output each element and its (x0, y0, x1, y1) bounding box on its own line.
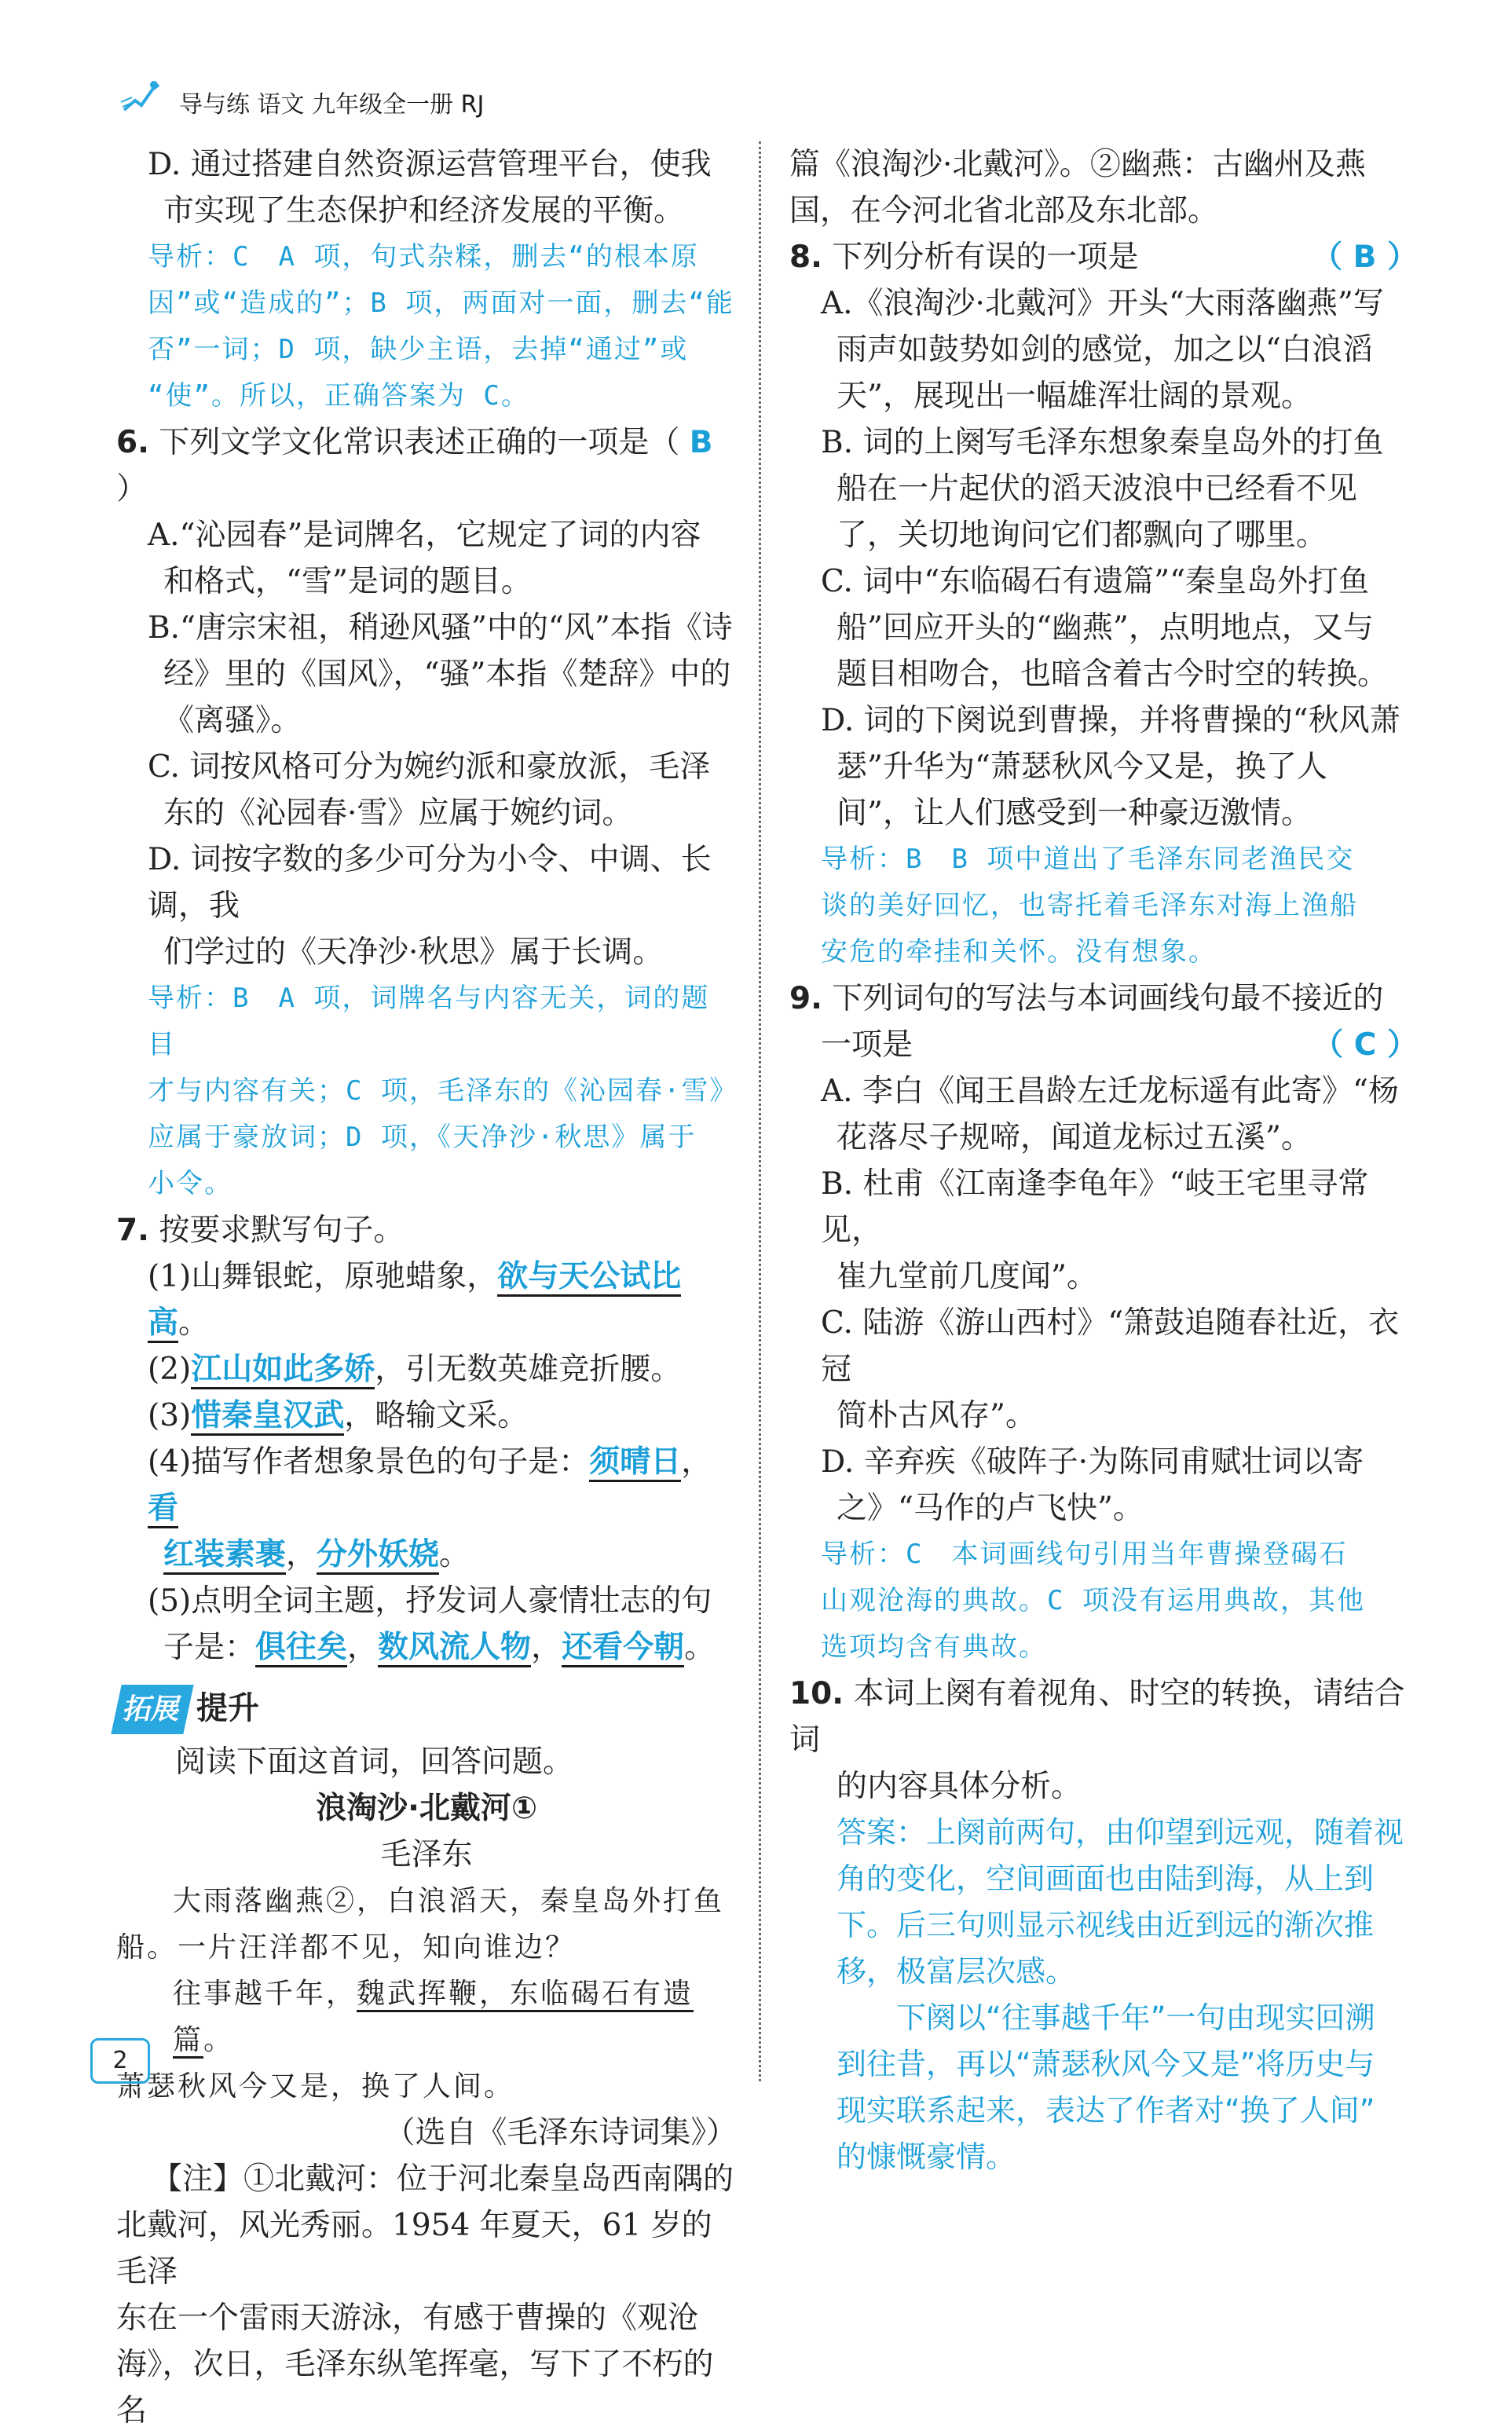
q9-option-b-cont: 崔九堂前几度闻”。 (837, 1259, 1097, 1294)
q7-item-5-cont (116, 1624, 737, 1671)
q5-analysis-line: “使”。所以，正确答案为 C。 (148, 380, 529, 412)
q8-analysis (789, 836, 1418, 975)
q8-option-c-cont: 船”回应开头的“幽燕”，点明地点，又与 (837, 610, 1374, 646)
q6-number: 6. (116, 425, 149, 460)
q6-option-d: D. 词按字数的多少可分为小令、中调、长调，我 (148, 842, 712, 924)
q8-analysis-line: 谈的美好回忆，也寄托着毛泽东对海上渔船 (821, 890, 1358, 921)
q10-answer-line: 移，极富层次感。 (837, 1954, 1076, 1989)
q8-answer: （ B ） (1312, 240, 1418, 275)
q10-answer-line: 到往昔，再以“萧瑟秋风今又是”将历史与 (837, 2047, 1375, 2081)
q7-4-answer: 红装素裹 (163, 1537, 286, 1575)
q8-option-b: B. 词的上阕写毛泽东想象秦皇岛外的打鱼 (821, 425, 1384, 460)
q5-analysis-line: 否”一词；D 项，缺少主语，去掉“通过”或 (148, 334, 689, 365)
section-heading (116, 1685, 737, 1734)
q8-option-b-cont: 了，关切地询问它们都飘向了哪里。 (837, 518, 1327, 553)
q7-3-answer: 惜秦皇汉武 (191, 1398, 344, 1436)
poem-author: 毛泽东 (380, 1837, 473, 1872)
q6-option-c: C. 词按风格可分为婉约派和豪放派，毛泽 (148, 749, 711, 785)
q6-analysis-line: 小令。 (148, 1168, 232, 1199)
q8-option-d-cont: 瑟”升华为“萧瑟秋风今又是，换了人 (837, 749, 1327, 785)
q7-item-1 (116, 1254, 737, 1346)
q8-option-a: A.《浪淘沙·北戴河》开头“大雨落幽燕”写 (821, 286, 1384, 321)
q8-option-c-cont: 题目相吻合，也暗含着古今时空的转换。 (837, 657, 1389, 692)
poem-text: 。 (203, 2024, 235, 2056)
page-number: 2 (90, 2038, 150, 2084)
section-badge: 拓展 (111, 1685, 193, 1734)
q7-5-answer: 俱往矣 (255, 1630, 347, 1667)
q8-option-d-cont: 间”，让人们感受到一种豪迈激情。 (837, 796, 1312, 831)
q9-stem-text: 一项是 (821, 1027, 913, 1063)
q9-analysis-line: 山观沧海的典故。C 项没有运用典故，其他 (821, 1585, 1365, 1616)
q7-2-text: ，引无数英雄竞折腰。 (375, 1352, 682, 1387)
q7-stem (116, 1207, 737, 1254)
q9-option-d: D. 辛弃疾《破阵子·为陈同甫赋壮词以寄 (821, 1444, 1364, 1480)
q10-answer-line: 下。后三句则显示视线由近到远的渐次推 (837, 1908, 1375, 1942)
q7-1-punct: 。 (178, 1305, 210, 1341)
header-title: 导与练 语文 九年级全一册 RJ (179, 91, 485, 119)
q9-option-c: C. 陆游《游山西村》“箫鼓追随春社近，衣冠 (821, 1305, 1400, 1387)
q7-4-answer: 看 (148, 1491, 178, 1528)
q9-answer: （ C ） (1312, 1027, 1418, 1063)
q9-stem-text: 下列词句的写法与本词画线句最不接近的 (832, 981, 1384, 1016)
q9-option-b: B. 杜甫《江南逢李龟年》“岐王宅里寻常见， (821, 1166, 1369, 1248)
q9-option-a-cont: 花落尽子规啼，闻道龙标过五溪”。 (837, 1120, 1312, 1155)
q7-number: 7. (116, 1213, 149, 1248)
q10-stem-text: 本词上阕有着视角、时空的转换，请结合词 (789, 1676, 1405, 1758)
right-column (789, 141, 1418, 2180)
q8-option-c: C. 词中“东临碣石有遗篇”“秦皇岛外打鱼 (821, 564, 1370, 599)
note-line: 【注】①北戴河：位于河北秦皇岛西南隅的 (152, 2161, 734, 2197)
note-line: 海》，次日，毛泽东纵笔挥毫，写下了不朽的名 (116, 2347, 714, 2429)
q8-stem (789, 234, 1418, 280)
q6-paren: ） (116, 471, 148, 507)
q7-item-5: (5)点明全词主题，抒发词人豪情壮志的句 (148, 1583, 712, 1619)
q7-5-answer: 数风流人物 (378, 1630, 531, 1667)
q6-analysis-line: 应属于豪放词；D 项，《天净沙·秋思》属于 (148, 1122, 697, 1153)
q8-analysis-line: 安危的牵挂和关怀。没有想象。 (821, 936, 1217, 968)
runner-logo-icon (118, 79, 163, 115)
q10-answer-line: 答案：上阕前两句，由仰望到远观，随着视 (837, 1815, 1404, 1850)
q7-item-4 (116, 1439, 737, 1532)
poem-body (116, 1878, 737, 2110)
q7-4-text: (4)描写作者想象景色的句子是： (148, 1444, 590, 1480)
q7-5-text: 子是： (163, 1630, 256, 1665)
q8-stem-text: 下列分析有误的一项是 (832, 240, 1139, 275)
q8-option-a-cont: 雨声如鼓势如剑的感觉，加之以“白浪滔 (837, 332, 1373, 368)
q8-option-a-cont: 天”，展现出一幅雄浑壮阔的景观。 (837, 379, 1312, 414)
q6-analysis-line: 导析：B A 项，词牌名与内容无关，词的题目 (148, 983, 710, 1060)
q10-stem-cont: 的内容具体分析。 (837, 1769, 1082, 1804)
q5-analysis-line: 导析：C A 项，句式杂糅，删去“的根本原 (148, 241, 699, 273)
q7-3-num: (3) (148, 1398, 192, 1433)
column-divider (759, 141, 761, 2081)
q7-3-text: ，略输文采。 (344, 1398, 529, 1433)
q6-answer: B (689, 425, 713, 460)
q7-4-punct: 。 (439, 1537, 470, 1572)
section-title: 提升 (196, 1690, 260, 1726)
poem-underlined-line: 魏武挥鞭，东临碣石有遗篇 (173, 1978, 694, 2059)
poem-title: 浪淘沙·北戴河① (316, 1791, 537, 1826)
q7-4-punct: ， (681, 1444, 712, 1480)
poem-line: 萧瑟秋风今又是，换了人间。 (116, 2070, 515, 2103)
q6-stem (116, 419, 737, 512)
q10-answer-line: 下阕以“往事越千年”一句由现实回溯 (837, 2000, 1375, 2035)
q6-option-b-cont: 经》里的《国风》，“骚”本指《楚辞》中的 (163, 657, 731, 692)
q5-analysis-line: 因”或“造成的”；B 项，两面对一面，删去“能 (148, 287, 734, 319)
q6-option-c-cont: 东的《沁园春·雪》应属于婉约词。 (163, 796, 633, 831)
q10-number: 10. (789, 1676, 844, 1711)
q6-analysis-line: 才与内容有关；C 项，毛泽东的《沁园春·雪》 (148, 1075, 738, 1107)
q7-5-punct: 。 (684, 1630, 716, 1665)
q7-1-text: (1)山舞银蛇，原驰蜡象， (148, 1259, 498, 1294)
q9-analysis-line: 选项均含有典故。 (821, 1631, 1047, 1663)
q7-4-answer: 分外妖娆 (317, 1537, 439, 1575)
q10-answer-line: 的慷慨豪情。 (837, 2139, 1016, 2174)
q8-option-b-cont: 船在一片起伏的滔天波浪中已经看不见 (837, 471, 1358, 507)
q7-2-answer: 江山如此多娇 (191, 1352, 375, 1389)
note-cont: 篇《浪淘沙·北戴河》。②幽燕：古幽州及燕 (789, 147, 1366, 182)
q6-option-a: A.“沁园春”是词牌名，它规定了词的内容 (148, 518, 701, 553)
q7-item-2 (116, 1346, 737, 1393)
q10-answer-line: 现实联系起来，表达了作者对“换了人间” (837, 2093, 1375, 2128)
q9-number: 9. (789, 981, 822, 1016)
poem-line: 船。一片汪洋都不见，知向谁边？ (116, 1931, 577, 1964)
q10-answer (789, 1810, 1418, 2180)
q7-5-punct: ， (347, 1630, 379, 1665)
q7-item-4-cont (116, 1532, 737, 1578)
poem-source: （选自《毛泽东诗词集》） (384, 2115, 737, 2150)
q9-stem (789, 975, 1418, 1022)
q7-4-answer: 须晴日 (589, 1444, 681, 1482)
q7-item-3 (116, 1393, 737, 1439)
poem-text: 往事越千年， (173, 1978, 357, 2010)
q6-stem-text: 下列文学文化常识表述正确的一项是（ (159, 425, 680, 460)
note-cont: 国，在今河北省北部及东北部。 (789, 193, 1219, 229)
q9-stem-cont (789, 1022, 1418, 1068)
q7-4-punct: ， (286, 1537, 317, 1572)
poem-notes (116, 2156, 737, 2434)
q6-analysis (116, 975, 737, 1207)
q7-stem-text: 按要求默写句子。 (159, 1213, 405, 1248)
q6-option-b-cont: 《离骚》。 (163, 703, 302, 738)
q8-number: 8. (789, 240, 822, 275)
note-line: 东在一个雷雨天游泳，有感于曹操的《观沧 (116, 2300, 699, 2336)
q5-analysis (116, 234, 737, 419)
q7-5-punct: ， (531, 1630, 562, 1665)
q9-option-c-cont: 简朴古风存”。 (837, 1398, 1036, 1433)
q9-option-a: A. 李白《闻王昌龄左迁龙标遥有此寄》“杨 (821, 1074, 1399, 1109)
q5-option-d-line2: 市实现了生态保护和经济发展的平衡。 (163, 193, 685, 229)
q8-option-d: D. 词的下阕说到曹操，并将曹操的“秋风萧 (821, 703, 1400, 738)
poem-line (116, 1971, 737, 2063)
q6-option-b: B.“唐宗宋祖，稍逊风骚”中的“风”本指《诗 (148, 610, 733, 646)
left-column (116, 141, 737, 2434)
q7-1-answer: 欲与天公试比高 (148, 1259, 681, 1343)
q10-stem (789, 1671, 1418, 1763)
q7-2-num: (2) (148, 1352, 192, 1387)
q7-5-answer: 还看今朝 (562, 1630, 684, 1667)
reading-intro: 阅读下面这首词，回答问题。 (175, 1744, 574, 1780)
q10-answer-line: 角的变化，空间画面也由陆到海，从上到 (837, 1861, 1375, 1896)
q9-option-d-cont: 之》“马作的卢飞快”。 (837, 1491, 1144, 1526)
q9-analysis-line: 导析：C 本词画线句引用当年曹操登碣石 (821, 1539, 1348, 1570)
poem-line: 大雨落幽燕②，白浪滔天，秦皇岛外打鱼 (173, 1885, 725, 1917)
q5-option-d-line1: D. 通过搭建自然资源运营管理平台，使我 (148, 147, 712, 182)
q6-option-a-cont: 和格式，“雪”是词的题目。 (163, 564, 532, 599)
q8-analysis-line: 导析：B B 项中道出了毛泽东同老渔民交 (821, 844, 1355, 875)
note-line: 北戴河，风光秀丽。1954 年夏天，61 岁的毛泽 (116, 2208, 712, 2289)
q6-option-d-cont: 们学过的《天净沙·秋思》属于长调。 (163, 935, 664, 970)
q9-analysis (789, 1532, 1418, 1671)
